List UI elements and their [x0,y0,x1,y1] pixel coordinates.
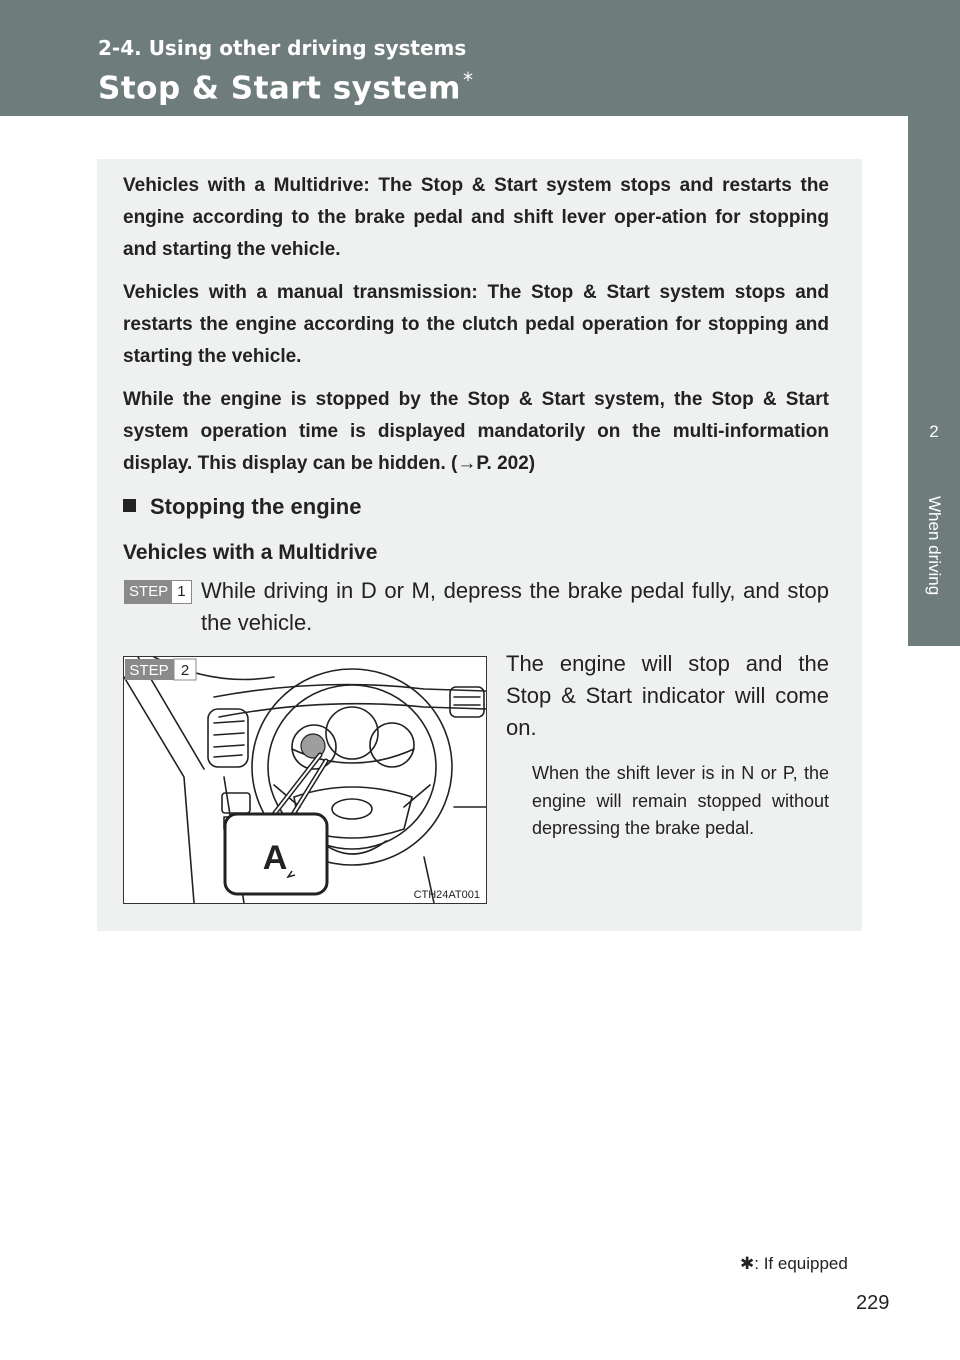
step-number: 2 [180,662,190,679]
figure-code: CTH24AT001 [413,889,480,901]
step-word: STEP [129,662,169,679]
intro-paragraph: While the engine is stopped by the Stop & Start system, the Stop & Start system operation time is displayed mandatorily on the multi-information display. This display can be hidden. (→P. 202) [123,389,829,474]
dashboard-figure [123,656,487,904]
section-heading [123,494,361,520]
page-title-text: Stop & Start system [98,70,461,107]
square-bullet-icon [123,499,136,512]
step-word: STEP [125,581,172,603]
chapter-tab [908,386,960,646]
intro-paragraph: Vehicles with a Multidrive: The Stop & Start system stops and restarts the engine according to the brake pedal and shift lever oper-ation for stopping and starting the vehicle. [123,175,829,260]
step-2-text: The engine will stop and the Stop & Start indicator will come on. [506,651,829,740]
dashboard-illustration [124,657,486,903]
step-1-badge [124,580,192,604]
side-bar [908,116,960,386]
section-heading-text: Stopping the engine [150,494,362,519]
page-header [0,0,960,116]
intro-paragraph: Vehicles with a manual transmission: The Stop & Start system stops and restarts the engine according to the clutch pedal operation for stopping and starting the vehicle. [123,282,829,367]
chapter-number: 2 [929,422,939,441]
section-label: 2-4. Using other driving systems [98,36,467,60]
step-2-note: When the shift lever is in N or P, the engine will remain stopped without depressing the brake pedal. [532,763,829,838]
chapter-label: When driving [925,496,944,596]
step-number: 1 [172,581,190,603]
page-number: 229 [856,1292,890,1314]
footnote: ✱: If equipped [740,1254,848,1273]
subsection-heading: Vehicles with a Multidrive [123,541,378,564]
step-1-text: While driving in D or M, depress the brake pedal fully, and stop the vehicle. [201,578,829,635]
callout-letter: A [262,839,288,877]
equipped-mark: * [462,68,474,92]
page-title [98,68,473,106]
